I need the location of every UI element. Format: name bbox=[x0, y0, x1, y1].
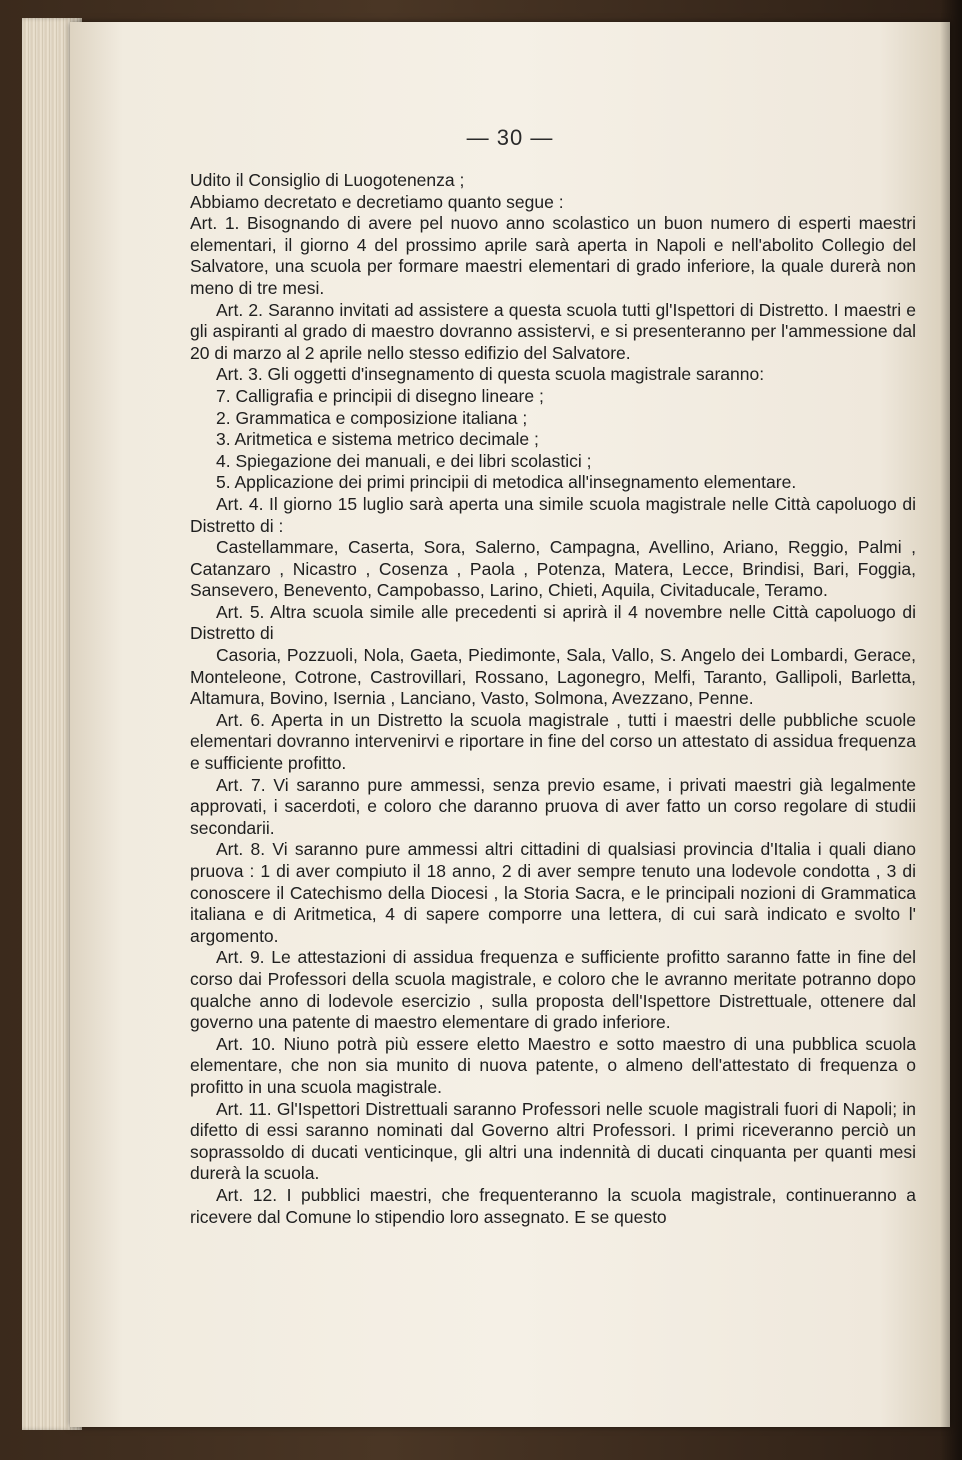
body-text bbox=[190, 170, 916, 1228]
list-item: 7. Calligrafia e principii di disegno lineare ; bbox=[216, 385, 544, 406]
paragraph: Art. 1. Bisognando di avere pel nuovo anno scolastico un buon numero di esperti maestri elementari, il giorno 4 del prossimo aprile sarà aperta in Napoli e nell'abolito Collegio del Salvatore, una scuola per formare maestri elementari di grado inferiore, la quale durerà non meno di tre mesi. bbox=[190, 213, 916, 298]
paragraph: Castellammare, Caserta, Sora, Salerno, Campagna, Avellino, Ariano, Reggio, Palmi , Catanzaro , Nicastro , Cosenza , Paola , Potenza, Matera, Lecce, Brindisi, Bari, Foggia, Sansevero, Benevento, Campobasso, Larino, Chieti, Aquila, Civitaducale, Teramo. bbox=[190, 537, 916, 601]
list-item: 3. Aritmetica e sistema metrico decimale ; bbox=[216, 429, 539, 450]
paragraph: Abbiamo decretato e decretiamo quanto segue : bbox=[190, 191, 564, 212]
list-item: 5. Applicazione dei primi principii di metodica all'insegnamento elementare. bbox=[216, 472, 797, 493]
paragraph: Art. 11. Gl'Ispettori Distrettuali saranno Professori nelle scuole magistrali fuori di Napoli; in difetto di essi saranno nominati dal Governo altri Professori. I primi riceveranno perciò un soprassoldo di ducati venticinque, gli altri una indennità di ducati cinquanta per quanti mesi durerà la scuola. bbox=[190, 1098, 916, 1184]
paragraph: Udito il Consiglio di Luogotenenza ; bbox=[190, 170, 465, 190]
page-shadow bbox=[940, 0, 962, 1460]
page-number: — 30 — bbox=[466, 125, 554, 150]
paragraph: Art. 12. I pubblici maestri, che frequenteranno la scuola magistrale, continueranno a ricevere dal Comune lo stipendio loro assegnato. E se questo bbox=[190, 1184, 916, 1227]
paragraph: Art. 6. Aperta in un Distretto la scuola magistrale , tutti i maestri delle pubbliche scuole elementari dovranno intervenirvi e riportare in fine del corso un attestato di assidua frequenza e sufficiente profitto. bbox=[190, 709, 916, 774]
paragraph: Art. 5. Altra scuola simile alle precedenti si aprirà il 4 novembre nelle Città capoluogo di Distretto di bbox=[190, 601, 916, 644]
paragraph: Art. 4. Il giorno 15 luglio sarà aperta una simile scuola magistrale nelle Città capoluogo di Distretto di : bbox=[190, 493, 916, 536]
list-item: 4. Spiegazione dei manuali, e dei libri scolastici ; bbox=[216, 450, 592, 471]
paragraph: Casoria, Pozzuoli, Nola, Gaeta, Piedimonte, Sala, Vallo, S. Angelo dei Lombardi, Gerace, Monteleone, Cotrone, Castrovillari, Rossano, Lagonegro, Melfi, Taranto, Gallipoli, Barletta, Altamura, Bovino, Isernia , Lanciano, Vasto, Solmona, Avezzano, Penne. bbox=[190, 645, 916, 709]
paragraph: Art. 2. Saranno invitati ad assistere a questa scuola tutti gl'Ispettori di Distretto. I maestri e gli aspiranti al grado di maestro dovranno assistervi, e si presenteranno per l'ammessione dal 20 di marzo al 2 aprile nello stesso edifizio del Salvatore. bbox=[190, 299, 916, 363]
paragraph: Art. 9. Le attestazioni di assidua frequenza e sufficiente profitto saranno fatte in fine del corso dai Professori della scuola magistrale, e coloro che le avranno meritate potranno dopo qualche anno di lodevole esercizio , sulla proposta dell'Ispettore Distrettuale, ottenere dal governo una patente di maestro elementare di grado inferiore. bbox=[190, 947, 916, 1033]
paragraph: Art. 10. Niuno potrà più essere eletto Maestro e sotto maestro di una pubblica scuola elementare, che non sia munito di nuova patente, o almeno dell'attestato di frequenza o profitto in una scuola magistrale. bbox=[190, 1033, 916, 1097]
paragraph: Art. 8. Vi saranno pure ammessi altri cittadini di qualsiasi provincia d'Italia i quali diano pruova : 1 di aver compiuto il 18 anno, 2 di aver sempre tenuto una lodevole condotta , 3 di conoscere il Catechismo della Diocesi , la Storia Sacra, e le principali nozioni di Grammatica italiana e di Aritmetica, 4 di sapere comporre una lettera, di cui sarà indicato e svolto l' argomento. bbox=[190, 839, 916, 946]
paragraph: Art. 7. Vi saranno pure ammessi, senza previo esame, i privati maestri già legalmente approvati, i sacerdoti, e coloro che daranno pruova di aver fatto un corso regolare di studii secondarii. bbox=[190, 774, 916, 838]
list-item: 2. Grammatica e composizione italiana ; bbox=[216, 407, 528, 428]
paragraph: Art. 3. Gli oggetti d'insegnamento di questa scuola magistrale saranno: bbox=[216, 364, 765, 385]
